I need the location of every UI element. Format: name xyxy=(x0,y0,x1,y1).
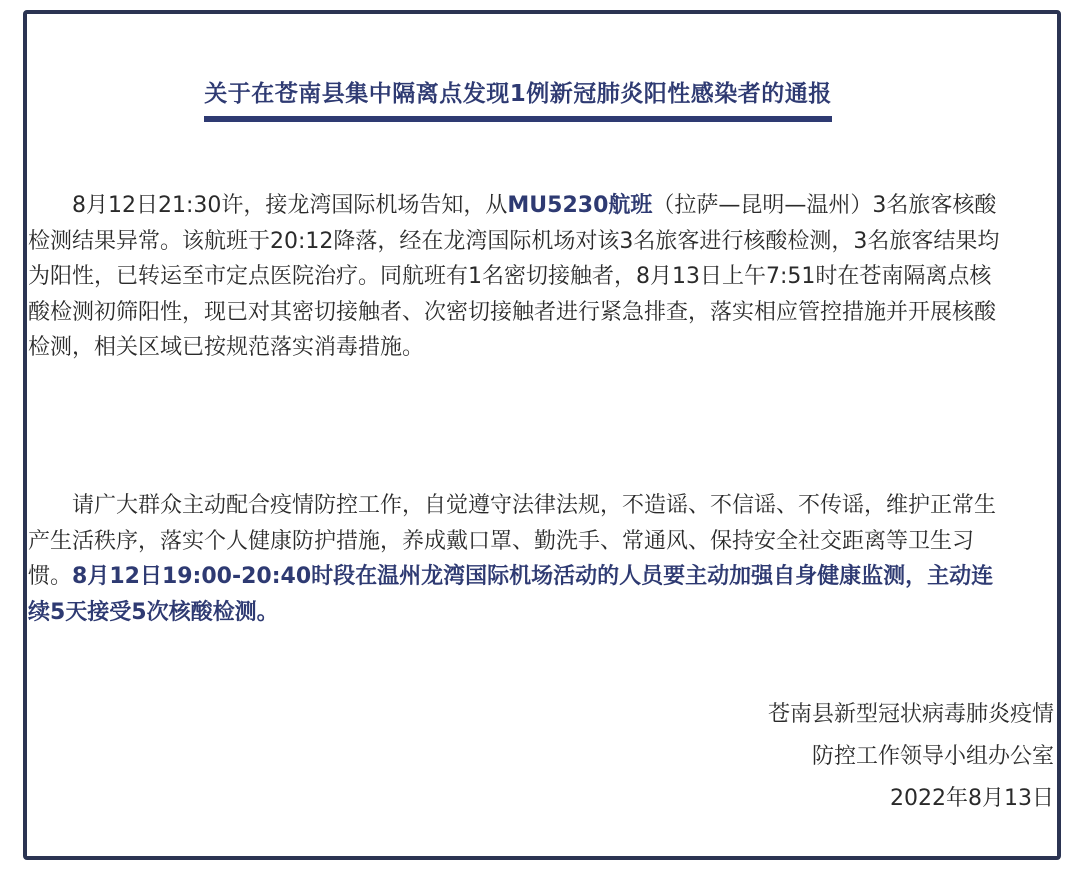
paragraph-1-text-b: （拉萨—昆明—温州）3名旅客核酸检测结果异常。该航班于20:12降落，经在龙湾国际机场对该3名旅客进行核酸检测，3名旅客结果均为阳性，已转运至市定点医院治疗。同航班有1名密切接触者，8月13日上午7:51时在苍南隔离点核酸检测初筛阳性，现已对其密切接触者、次密切接触者进行紧急排查，落实相应管控措施并开展核酸检测，相关区域已按规范落实消毒措施。 xyxy=(28,193,1000,360)
flight-number: MU5230航班 xyxy=(507,193,653,218)
signature-org-line2: 防控工作领导小组办公室 xyxy=(811,744,1054,769)
notice-title: 关于在苍南县集中隔离点发现1例新冠肺炎阳性感染者的通报 xyxy=(204,75,832,122)
signature-date: 2022年8月13日 xyxy=(890,786,1054,811)
paragraph-2 xyxy=(28,488,1010,630)
paragraph-1-text-a: 8月12日21:30许，接龙湾国际机场告知，从 xyxy=(72,193,508,218)
paragraph-2-text: 请广大群众主动配合疫情防控工作，自觉遵守法律法规，不造谣、不信谣、不传谣，维护正常生产生活秩序，落实个人健康防护措施，养成戴口罩、勤洗手、常通风、保持安全社交距离等卫生习惯。 xyxy=(28,493,997,589)
title-container xyxy=(138,75,898,122)
signature-org-line1: 苍南县新型冠状病毒肺炎疫情 xyxy=(767,702,1054,727)
paragraph-1 xyxy=(28,188,1010,366)
signature-block xyxy=(768,694,1054,820)
paragraph-2-highlight: 8月12日19:00-20:40时段在温州龙湾国际机场活动的人员要主动加强自身健康监测，主动连续5天接受5次核酸检测。 xyxy=(28,564,994,625)
